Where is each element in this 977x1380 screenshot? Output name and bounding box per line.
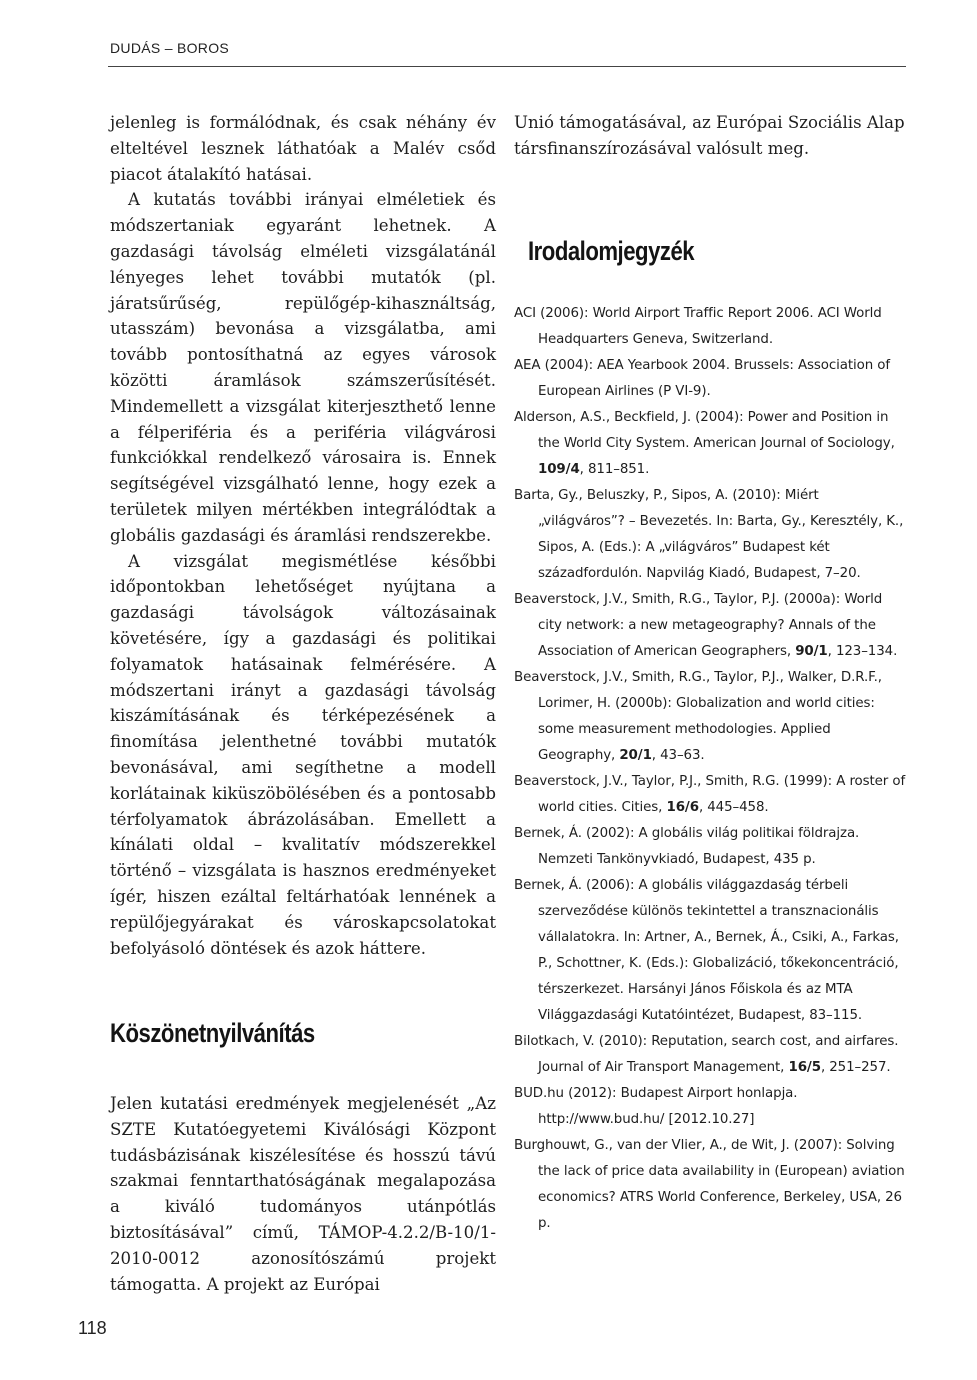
reference-item: Burghouwt, G., van der Vlier, A., de Wit, J. (2007): Solving the lack of price data availability in (European) aviation economics? ATRS World Conference, Berkeley, USA, 26 p. bbox=[514, 1137, 905, 1231]
header-rule bbox=[108, 66, 906, 67]
reference-item: BUD.hu (2012): Budapest Airport honlapja. http://www.bud.hu/ [2012.10.27] bbox=[514, 1085, 798, 1127]
acknowledgements-heading: Köszönetnyilvánítás bbox=[110, 1018, 315, 1049]
reference-list bbox=[514, 301, 906, 1237]
acknowledgements-paragraph: Jelen kutatási eredmények megjelenését „Az SZTE Kutatóegyetemi Kiválósági Központ tudásbázisának kiszélesítése és hosszú távú szakmai fenntarthatóságának megalapozása a kiváló tudományos utánpótlás biztosításával” című, TÁMOP-4.2.2/B-10/1-2010-0012 azonosítószámú projekt támogatta. A projekt az Európai bbox=[110, 1094, 496, 1294]
left-column bbox=[110, 110, 496, 1297]
reference-item: Bilotkach, V. (2010): Reputation, search cost, and airfares. Journal of Air Transport Management, 16/5, 251–257. bbox=[514, 1033, 899, 1075]
reference-item: Bernek, Á. (2002): A globális világ politikai földrajza. Nemzeti Tankönyvkiadó, Budapest, 435 p. bbox=[514, 825, 860, 867]
reference-item: Beaverstock, J.V., Smith, R.G., Taylor, P.J. (2000a): World city network: a new metageography? Annals of the Association of American Geographers, 90/1, 123–134. bbox=[514, 591, 898, 659]
paragraph: jelenleg is formálódnak, és csak néhány év elteltével lesznek láthatóak a Malév csőd piacot átalakító hatásai. bbox=[110, 113, 496, 184]
reference-item: ACI (2006): World Airport Traffic Report 2006. ACI World Headquarters Geneva, Switzerland. bbox=[514, 305, 882, 347]
paragraph: A kutatás további irányai elméletiek és módszertaniak egyaránt lehetnek. A gazdasági távolság elméleti vizsgálatánál lényeges lehet további mutatók (pl. járatsűrűség, repülőgép-kihasználtság, utasszám) bevonása a vizsgálatba, ami tovább pontosíthatná az egyes városok közötti áramlások számszerűsítését. Mindemellett a vizsgálat kiterjeszthető lenne a félperiféria és a periféria világvárosi funkciókkal rendelkező városaira is. Ennek segítségével vizsgálható lenne, hogy ezek a területek milyen mértékben integrálódtak a globális gazdasági és áramlási rendszerekbe. bbox=[110, 190, 496, 545]
running-head: DUDÁS – BOROS bbox=[110, 40, 230, 56]
reference-item: Bernek, Á. (2006): A globális világgazdaság térbeli szerveződése különös tekintettel a transznacionális vállalatokra. In: Artner, A., Bernek, Á., Csiki, A., Farkas, P., Schottner, K. (Eds.): Globalizáció, tőkekoncentráció, térszerkezet. Harsányi János Főiskola és az MTA Világgazdasági Kutatóintézet, Budapest, 83–115. bbox=[514, 877, 899, 1023]
page-number: 118 bbox=[78, 1318, 107, 1338]
reference-item: Alderson, A.S., Beckfield, J. (2004): Power and Position in the World City System. American Journal of Sociology, 109/4, 811–851. bbox=[514, 409, 895, 477]
reference-item: Beaverstock, J.V., Taylor, P.J., Smith, R.G. (1999): A roster of world cities. Cities, 16/6, 445–458. bbox=[514, 773, 906, 815]
acknowledgements-continuation: Unió támogatásával, az Európai Szociális Alap társfinanszírozásával valósult meg. bbox=[514, 113, 905, 158]
paragraph: A vizsgálat megismétlése későbbi időpontokban lehetőséget nyújtana a gazdasági távolságok változásainak követésére, így a gazdasági és politikai folyamatok hatásainak felmérésére. A módszertani irányt a gazdasági távolság kiszámításának és térképezésének a finomítása jelenthetné további mutatók bevonásával, ami segíthetne a modell korlátainak kiküszöbölésében és a pontosabb térfolyamatok ábrázolásában. Emellett a kínálati oldal – kvalitatív módszerekkel történő – vizsgálata is hasznos eredményeket ígér, hiszen ezáltal feltárhatóak lennének a repülőjegyárakat és városkapcsolatokat befolyásoló döntések és azok háttere. bbox=[110, 551, 496, 958]
reference-item: Beaverstock, J.V., Smith, R.G., Taylor, P.J., Walker, D.R.F., Lorimer, H. (2000b): Globalization and world cities: some measurement methodologies. Applied Geography, 20/1, 43–63. bbox=[514, 669, 882, 763]
reference-item: Barta, Gy., Beluszky, P., Sipos, A. (2010): Miért „világváros”? – Bevezetés. In: Barta, Gy., Keresztély, K., Sipos, A. (Eds.): A „világváros” Budapest két századfordulón. Napvilág Kiadó, Budapest, 7–20. bbox=[514, 487, 904, 581]
right-column bbox=[514, 110, 906, 1237]
bibliography-heading: Irodalomjegyzék bbox=[528, 235, 695, 266]
reference-item: AEA (2004): AEA Yearbook 2004. Brussels: Association of European Airlines (P VI-9). bbox=[514, 357, 890, 399]
